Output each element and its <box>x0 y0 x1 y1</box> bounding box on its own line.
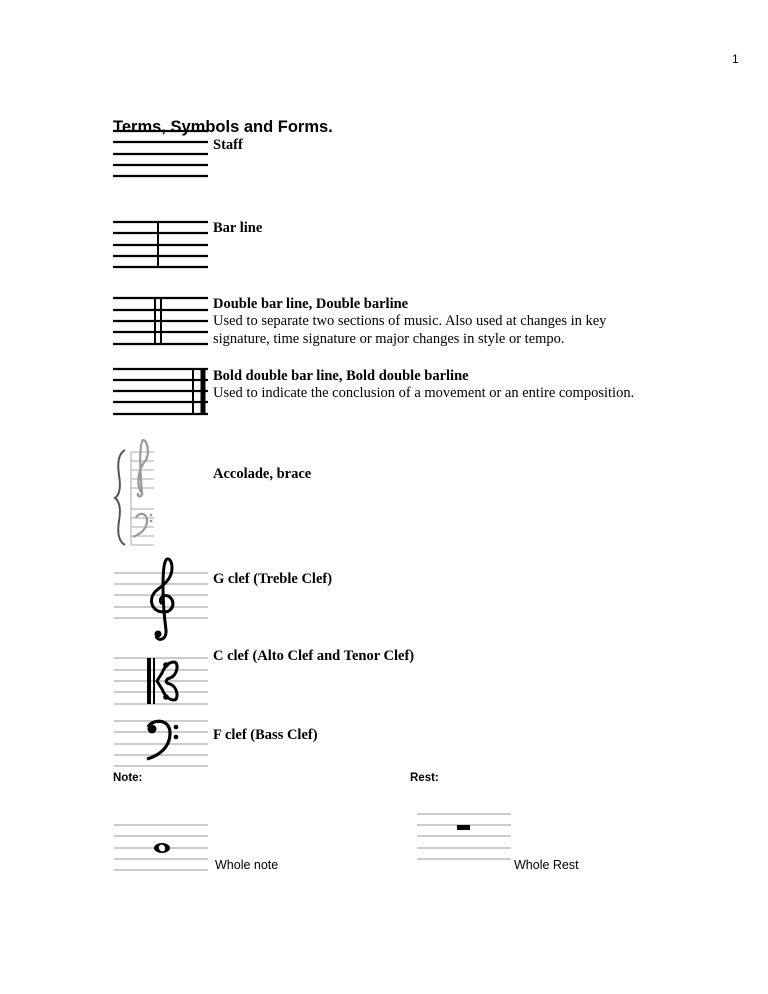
note-label: Note: <box>113 772 143 784</box>
page-title: Terms, Symbols and Forms. <box>113 118 333 136</box>
term-title: C clef (Alto Clef and Tenor Clef) <box>213 648 415 664</box>
rest-label: Rest: <box>410 772 439 784</box>
whole-rest-icon <box>0 0 1 1</box>
term-description: signature, time signature or major changes in style or tempo. <box>213 331 565 347</box>
whole-note-caption: Whole note <box>215 858 279 872</box>
term-description: Used to separate two sections of music. Also used at changes in key <box>213 313 607 329</box>
term-title: Double bar line, Double barline <box>213 296 409 312</box>
term-title: Staff <box>213 137 243 153</box>
whole-rest-caption: Whole Rest <box>514 858 579 872</box>
term-title: Accolade, brace <box>213 466 312 482</box>
term-description: Used to indicate the conclusion of a movement or an entire composition. <box>213 385 635 401</box>
page-number: 1 <box>732 52 739 66</box>
term-title: F clef (Bass Clef) <box>213 727 318 743</box>
term-title: Bar line <box>213 220 263 236</box>
term-title: G clef (Treble Clef) <box>213 571 333 587</box>
term-title: Bold double bar line, Bold double barline <box>213 368 469 384</box>
